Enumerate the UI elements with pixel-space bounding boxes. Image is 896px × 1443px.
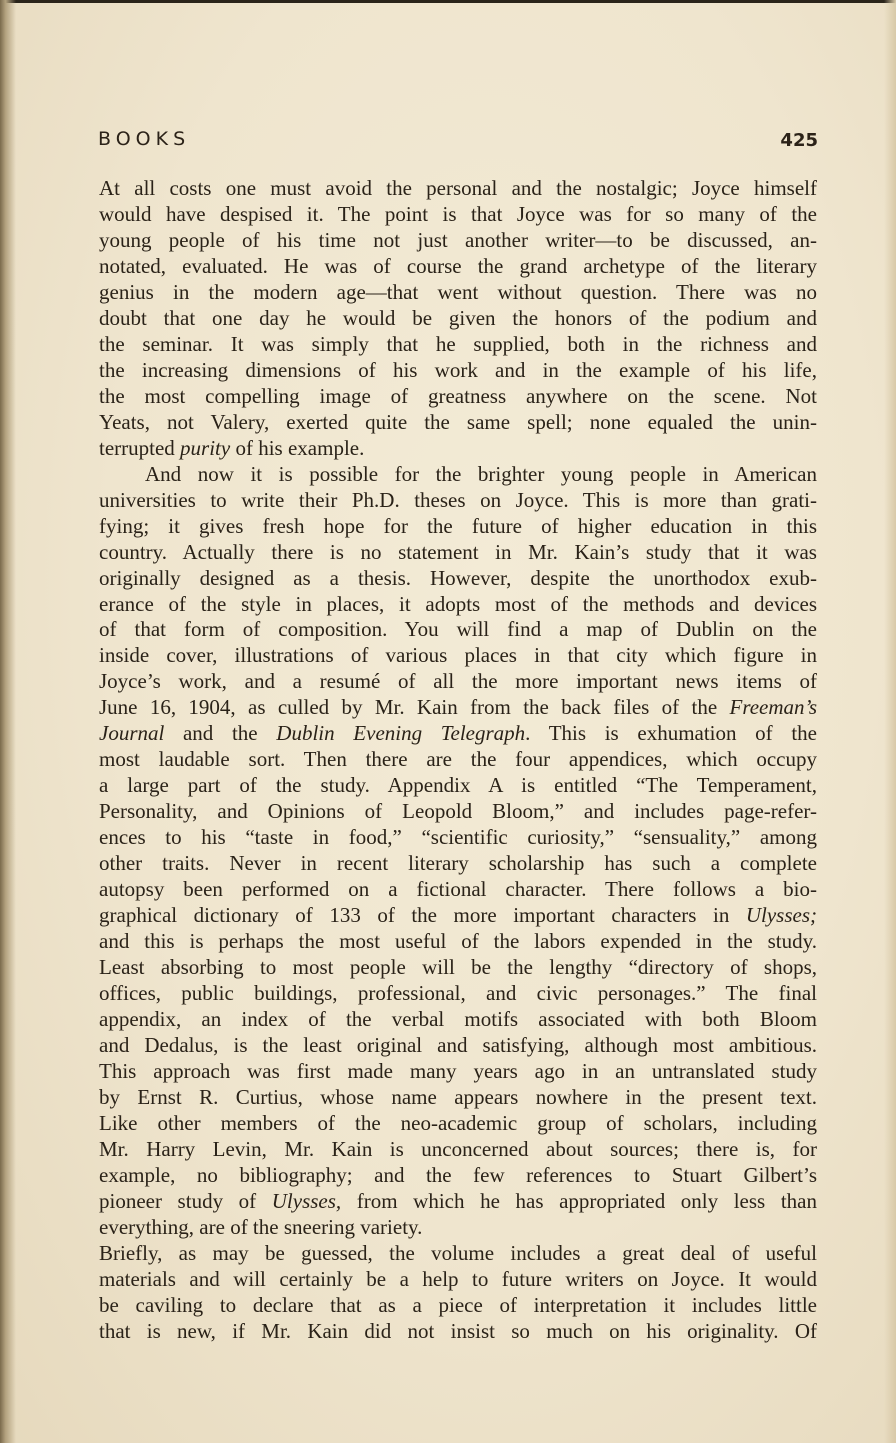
- text-line: [99, 332, 817, 358]
- text-line: [99, 799, 817, 825]
- text-segment: the increasing dimensions of his work and in the example of his life,: [99, 357, 817, 382]
- binding-shadow: [0, 0, 16, 1443]
- text-line: [99, 1033, 817, 1059]
- text-line: [99, 1267, 817, 1293]
- text-segment: and Dedalus, is the least original and satisfying, although most ambitious.: [99, 1032, 817, 1057]
- text-line: [99, 669, 817, 695]
- text-line: [99, 617, 817, 643]
- text-line: [99, 721, 817, 747]
- italic-text: Ulysses;: [745, 903, 817, 928]
- text-line: [99, 1215, 817, 1241]
- text-line: [99, 384, 817, 410]
- text-segment: ences to his “taste in food,” “scientific curiosity,” “sensuality,” among: [99, 825, 817, 850]
- text-segment: terrupted: [99, 435, 181, 460]
- text-line: [99, 358, 817, 384]
- text-segment: most laudable sort. Then there are the four appendices, which occupy: [99, 747, 817, 772]
- text-segment: the seminar. It was simply that he supplied, both in the richness and: [99, 331, 817, 356]
- top-page-edge: [0, 0, 896, 3]
- text-segment: the most compelling image of greatness anywhere on the scene. Not: [99, 383, 817, 408]
- text-line: [99, 1241, 817, 1267]
- text-line: [99, 825, 817, 851]
- italic-text: Dublin Evening Telegraph: [276, 721, 526, 746]
- section-title: BOOKS: [98, 128, 191, 150]
- text-segment: from which he has appropriated only less than: [341, 1188, 817, 1213]
- text-segment: graphical dictionary of 133 of the more important characters in: [99, 903, 746, 928]
- text-segment: of his example.: [230, 435, 365, 460]
- text-segment: a large part of the study. Appendix A is entitled “The Temperament,: [99, 773, 817, 798]
- text-line: [99, 540, 817, 566]
- italic-text: Ulysses,: [271, 1188, 342, 1213]
- text-segment: offices, public buildings, professional, and civic personages.” The final: [99, 981, 817, 1006]
- text-line: [99, 1319, 817, 1345]
- text-segment: everything, are of the sneering variety.: [99, 1214, 423, 1239]
- text-segment: and this is perhaps the most useful of the labors expended in the study.: [99, 929, 817, 954]
- text-segment: doubt that one day he would be given the honors of the podium and: [99, 305, 817, 330]
- text-segment: of that form of composition. You will find a map of Dublin on the: [99, 617, 817, 642]
- text-line: [99, 877, 817, 903]
- text-segment: by Ernst R. Curtius, whose name appears nowhere in the present text.: [99, 1084, 817, 1109]
- text-segment: . This is exhumation of the: [525, 721, 817, 746]
- text-line: [99, 643, 817, 669]
- text-line: [99, 1085, 817, 1111]
- text-line: [99, 176, 817, 202]
- text-line: [99, 773, 817, 799]
- text-segment: Yeats, not Valery, exerted quite the same spell; none equaled the unin-: [99, 409, 817, 434]
- text-segment: June 16, 1904, as culled by Mr. Kain from the back files of the: [99, 695, 730, 720]
- text-segment: Briefly, as may be guessed, the volume includes a great deal of useful: [99, 1240, 817, 1265]
- text-line: [99, 1059, 817, 1085]
- text-segment: fying; it gives fresh hope for the future of higher education in this: [99, 513, 817, 538]
- text-segment: notated, evaluated. He was of course the grand archetype of the literary: [99, 253, 817, 278]
- text-segment: Mr. Harry Levin, Mr. Kain is unconcerned about sources; there is, for: [99, 1136, 817, 1161]
- text-line: [99, 410, 817, 436]
- text-line: [99, 488, 817, 514]
- text-line: [99, 566, 817, 592]
- text-segment: genius in the modern age—that went without question. There was no: [99, 279, 817, 304]
- text-segment: be caviling to declare that as a piece of interpretation it includes little: [99, 1292, 817, 1317]
- text-segment: other traits. Never in recent literary scholarship has such a complete: [99, 851, 817, 876]
- text-line: [99, 1137, 817, 1163]
- text-segment: This approach was first made many years ago in an untranslated study: [99, 1058, 817, 1083]
- text-line: [99, 306, 817, 332]
- text-line: [99, 1189, 817, 1215]
- text-segment: country. Actually there is no statement in Mr. Kain’s study that it was: [99, 539, 817, 564]
- running-head: [98, 128, 818, 160]
- page-number: 425: [780, 130, 818, 151]
- text-line: [99, 514, 817, 540]
- italic-text: Freeman’s: [729, 695, 817, 720]
- text-line: [99, 903, 817, 929]
- text-line: [99, 280, 817, 306]
- text-line: [99, 1293, 817, 1319]
- text-segment: inside cover, illustrations of various places in that city which figure in: [99, 643, 817, 668]
- text-segment: erance of the style in places, it adopts most of the methods and devices: [99, 591, 817, 616]
- text-segment: example, no bibliography; and the few references to Stuart Gilbert’s: [99, 1162, 817, 1187]
- text-line: [99, 695, 817, 721]
- text-segment: would have despised it. The point is that Joyce was for so many of the: [99, 201, 817, 226]
- text-line: [99, 747, 817, 773]
- text-line: [99, 202, 817, 228]
- text-segment: universities to write their Ph.D. theses on Joyce. This is more than grati-: [99, 487, 817, 512]
- text-segment: pioneer study of: [99, 1188, 272, 1213]
- text-segment: Joyce’s work, and a resumé of all the more important news items of: [99, 669, 817, 694]
- text-segment: Personality, and Opinions of Leopold Bloom,” and includes page-refer-: [99, 799, 817, 824]
- text-segment: and the: [164, 721, 277, 746]
- text-line: [99, 228, 817, 254]
- body-text: [99, 176, 817, 1345]
- text-segment: young people of his time not just another writer—to be discussed, an-: [99, 227, 817, 252]
- text-line: [99, 436, 817, 462]
- text-line: [99, 955, 817, 981]
- italic-text: purity: [180, 435, 231, 460]
- text-line: [99, 929, 817, 955]
- text-segment: And now it is possible for the brighter young people in American: [145, 461, 817, 486]
- text-segment: autopsy been performed on a fictional character. There follows a bio-: [99, 877, 817, 902]
- text-line: [99, 592, 817, 618]
- text-line: [99, 1007, 817, 1033]
- text-segment: materials and will certainly be a help to future writers on Joyce. It would: [99, 1266, 817, 1291]
- text-line: [99, 981, 817, 1007]
- text-line: [99, 254, 817, 280]
- text-line: [99, 851, 817, 877]
- text-segment: appendix, an index of the verbal motifs associated with both Bloom: [99, 1007, 817, 1031]
- text-segment: At all costs one must avoid the personal and the nostalgic; Joyce himself: [99, 176, 817, 200]
- text-segment: originally designed as a thesis. However, despite the unorthodox exub-: [99, 565, 817, 590]
- text-segment: Least absorbing to most people will be the lengthy “directory of shops,: [99, 955, 817, 980]
- text-segment: Like other members of the neo-academic group of scholars, including: [99, 1110, 817, 1135]
- text-line: [99, 1111, 817, 1137]
- text-line: [99, 1163, 817, 1189]
- page-edge: [884, 0, 896, 1443]
- text-segment: that is new, if Mr. Kain did not insist so much on his originality. Of: [99, 1318, 817, 1343]
- text-line: [99, 462, 817, 488]
- italic-text: Journal: [99, 721, 165, 746]
